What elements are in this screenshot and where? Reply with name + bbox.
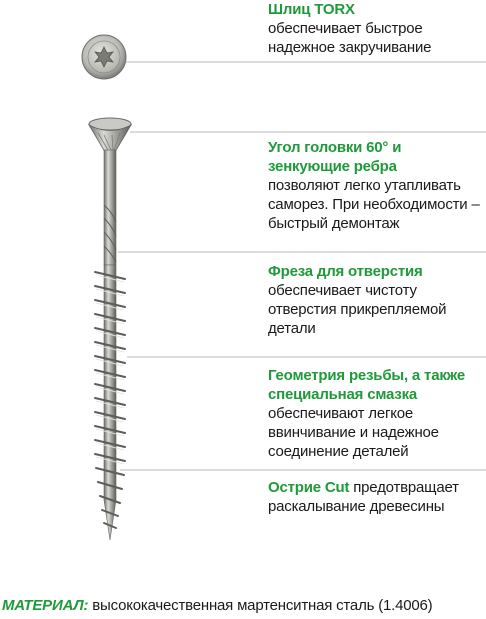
- feature-desc: обеспечивает быстрое надежное закручивание: [268, 20, 432, 56]
- feature-tip: [268, 478, 480, 516]
- feature-title: Острие Cut: [268, 479, 350, 496]
- feature-title: Геометрия резьбы, а также специальная смазка: [268, 367, 466, 403]
- material-label: МАТЕРИАЛ:: [2, 597, 89, 614]
- screw-thread: [95, 265, 125, 540]
- feature-thread: [268, 366, 480, 461]
- feature-desc: обеспечивают легкое ввинчивание и надежное соединение деталей: [268, 405, 439, 460]
- feature-cutter: [268, 262, 480, 338]
- feature-head-angle: [268, 138, 480, 233]
- material-value: высококачественная мартенситная сталь (1.4006): [92, 597, 433, 614]
- feature-title: Шлиц TORX: [268, 1, 355, 18]
- material-line: [2, 596, 484, 615]
- torx-head-top-view: [82, 35, 126, 79]
- feature-title: Фреза для отверстия: [268, 263, 423, 280]
- feature-desc: обеспечивает чистоту отверстия прикрепляемой детали: [268, 282, 447, 337]
- feature-torx: [268, 0, 480, 57]
- screw-head: [89, 118, 131, 152]
- feature-desc: предотвращает раскалывание древесины: [268, 479, 459, 515]
- feature-title: Угол головки 60° и зенкующие ребра: [268, 139, 402, 175]
- feature-desc: позволяют легко утапливать саморез. При необходимости – быстрый демонтаж: [268, 177, 480, 232]
